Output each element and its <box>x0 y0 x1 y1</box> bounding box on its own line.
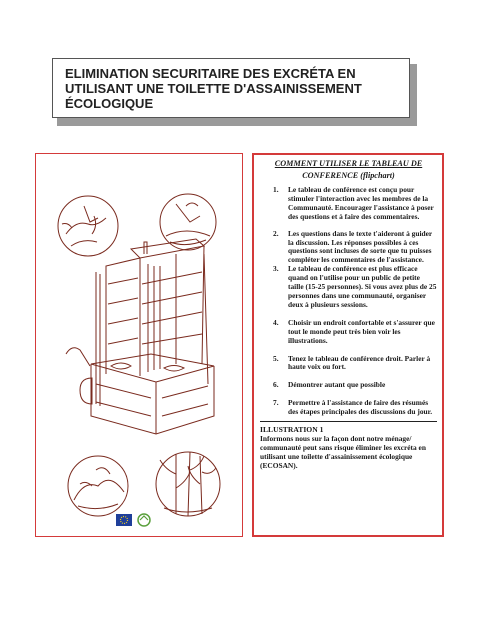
title-box <box>52 58 410 118</box>
instruction-list <box>260 186 437 417</box>
flipchart-instructions-panel <box>252 153 444 537</box>
section-divider <box>260 421 437 422</box>
list-item: 5. Tenez le tableau de conférence droit. Parler à haute voix ou fort. <box>273 353 431 372</box>
page-title-line-1: ELIMINATION SECURITAIRE DES EXCRÉTA EN <box>65 66 356 81</box>
vault-chambers <box>91 364 214 434</box>
illustration-description: Informons nous sur la façon dont notre ménage/ communauté peut sans risque éliminer les excréta en utilisant une toilette d'assainissement écologique (ECOSAN). <box>260 434 426 471</box>
eu-flag-icon <box>116 514 132 526</box>
recycling-logo-icon <box>138 514 150 526</box>
list-item: 4. Choisir un endroit confortable et s'assurer que tout le monde peut très bien voir les illustrations. <box>273 317 435 345</box>
page-title-line-2: UTILISANT UNE TOILETTE D'ASSAINISSEMENT <box>65 81 362 96</box>
list-item: 2. Les questions dans le texte t'aideront à guider la discussion. Les réponses possibles à ces questions sont incluses de sorte que tu puisses compléter les commentaires de l'assistance. <box>273 228 433 265</box>
instructions-title: COMMENT UTILISER LE TABLEAU DE CONFERENCE (flipchart) <box>274 159 423 180</box>
list-item: 6. Démontrer autant que possible <box>273 380 386 390</box>
handwashing-vignette <box>58 196 118 256</box>
toilet-roof <box>131 239 204 258</box>
toilet-platform <box>91 354 214 382</box>
list-item: 7. Permettre à l'assistance de faire des résumés des étapes principales des discussions du jour. <box>273 398 433 417</box>
list-item: 3. Le tableau de conférence est plus efficace quand on l'utilise pour un public de petite taille (15-25 personnes). Si vous avez plus de 25 personnes dans une communauté, organiser deux à plusieurs sessions. <box>273 264 437 309</box>
illustration-panel <box>35 153 243 537</box>
ash-bucket-vignette <box>160 194 216 250</box>
vent-pipe <box>144 242 147 254</box>
page-title-line-3: ÉCOLOGIQUE <box>65 96 154 111</box>
toilet-walls <box>140 246 204 376</box>
ecosan-toilet-illustration <box>36 154 242 536</box>
list-item: 1. Le tableau de conférence est conçu pour stimuler l'interaction avec les membres de la Communauté. Encourager l'assistance à poser des questions et à faire des commentaires. <box>273 185 434 221</box>
illustration-heading: ILLUSTRATION 1 <box>260 425 324 435</box>
